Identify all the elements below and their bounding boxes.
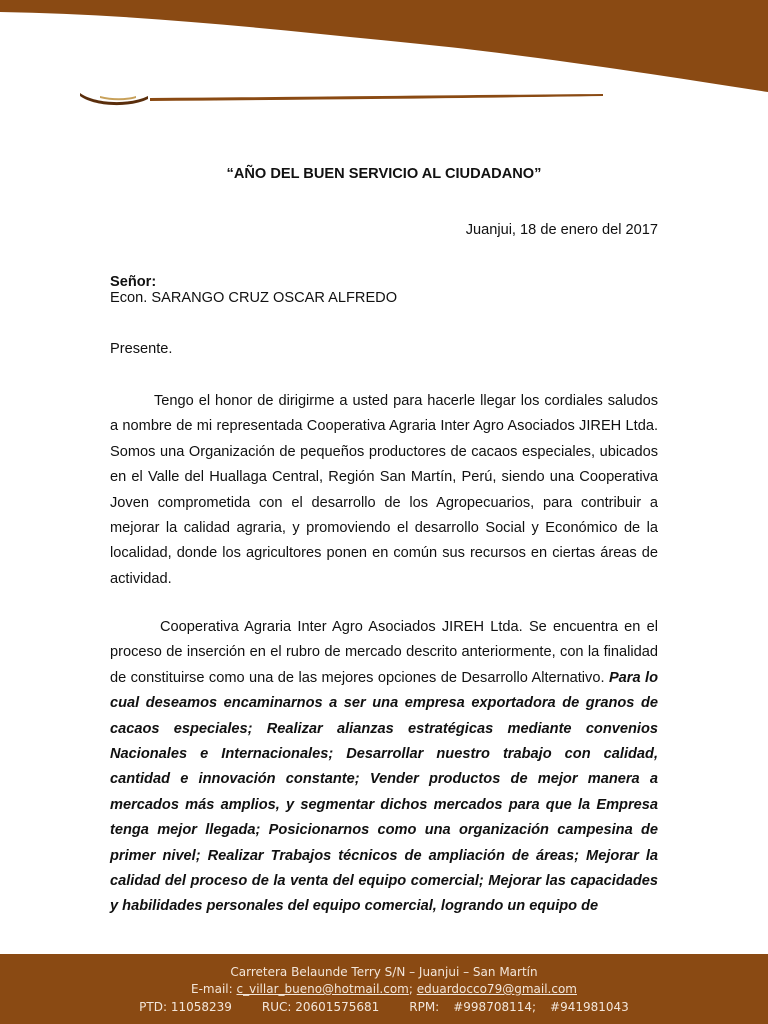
letter-recipient: Econ. SARANGO CRUZ OSCAR ALFREDO	[110, 290, 398, 306]
footer-ptd: PTD: 11058239	[139, 1000, 232, 1014]
footer-ruc: RUC: 20601575681	[261, 1000, 380, 1014]
letter-greeting: Presente.	[110, 341, 173, 357]
letter-paragraph-2	[110, 615, 658, 920]
footer-address: Carretera Belaunde Terry S/N – Juanjui – San Martín	[230, 965, 538, 979]
footer-rpm-label: RPM:	[409, 1000, 440, 1014]
footer-email-line	[0, 982, 768, 996]
letter-date: Juanjui, 18 de enero del 2017	[465, 222, 658, 238]
email-separator: ;	[408, 982, 413, 996]
letter-footer	[0, 954, 768, 1024]
letterhead-wave	[0, 0, 768, 92]
email-label: E-mail:	[191, 982, 233, 996]
email-link-2[interactable]: eduardocco79@gmail.com	[416, 982, 577, 996]
letterhead-swoosh	[150, 94, 603, 101]
footer-phone-line	[0, 1000, 768, 1014]
letter-salutation: Señor:	[110, 274, 157, 290]
footer-rpm-2: #941981043	[550, 1000, 629, 1014]
paragraph-2-emphasis: Para lo cual deseamos encaminarnos a ser una empresa exportadora de granos de cacaos especiales; Realizar alianzas estratégicas mediante convenios Nacionales e Internacionales; Desarrollar nuestro trabajo con calidad, cantidad e innovación constante; Vender productos de mejor manera a mercados más amplios, y segmentar dichos mercados para que la Empresa tenga mejor llegada; Posicionarnos como una organización campesina de primer nivel; Realizar Trabajos técnicos de ampliación de áreas; Mejorar la calidad del proceso de la venta del equipo comercial; Mejorar las capacidades y habilidades personales del equipo comercial, logrando un equipo de	[110, 669, 658, 915]
footer-rpm-1: #998708114;	[453, 1000, 537, 1014]
letter-motto: “AÑO DEL BUEN SERVICIO AL CIUDADANO”	[226, 166, 542, 182]
letterhead-banner	[0, 0, 768, 110]
paragraph-2-intro: Cooperativa Agraria Inter Agro Asociados JIREH Ltda. Se encuentra en el proceso de inserción en el rubro de mercado descrito anteriormente, con la finalidad de constituirse como una de las mejores opciones de Desarrollo Alternativo.	[110, 619, 658, 686]
letter-paragraph-1: Tengo el honor de dirigirme a usted para hacerle llegar los cordiales saludos a nombre de mi representada Cooperativa Agraria Inter Agro Asociados JIREH Ltda. Somos una Organización de pequeños productores de cacaos especiales, ubicados en el Valle del Huallaga Central, Región San Martín, Perú, siendo una Cooperativa Joven comprometida con el desarrollo de los Agropecuarios, para contribuir a mejorar la calidad agraria, y promoviendo el desarrollo Social y Económico de la localidad, donde los agricultores ponen en común sus recursos en ciertas áreas de actividad.	[110, 393, 658, 587]
email-link-1[interactable]: c_villar_bueno@hotmail.com	[236, 982, 409, 996]
logo-fragment	[80, 93, 148, 105]
